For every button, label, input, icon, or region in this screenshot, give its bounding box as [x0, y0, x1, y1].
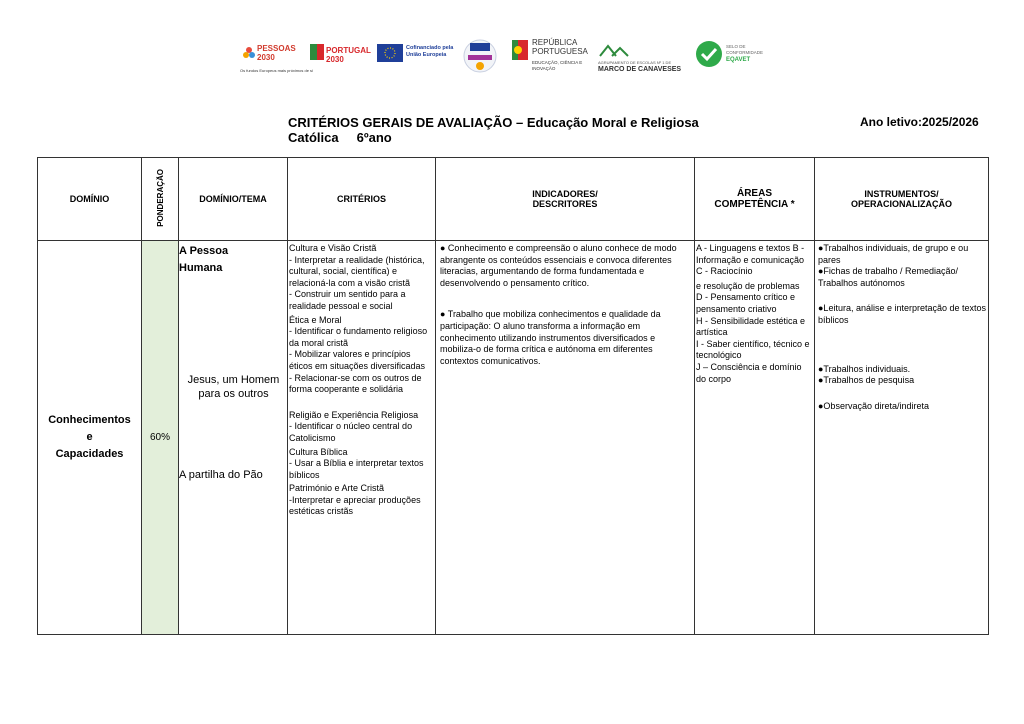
header-indicadores	[436, 158, 695, 241]
indicador-item: ● Conhecimento e compreensão o aluno conhece de modo abrangente os conteúdos essenciais e convoca diferentes literacias, argumentando de forma fundamentada e desenvolvendo o pensamento crítico.	[440, 243, 677, 288]
area-item: e resolução de problemas	[696, 280, 800, 291]
portugal-text: PORTUGAL 2030	[326, 46, 371, 64]
criterio-item: Património e Arte Cristã	[289, 483, 385, 494]
criterio-item: Cultura e Visão Cristã	[289, 243, 377, 253]
header-row	[38, 158, 989, 241]
header-areas	[695, 158, 815, 241]
area-item: D - Pensamento crítico e pensamento criativo	[696, 292, 796, 314]
area-item: C - Raciocínio	[696, 266, 753, 277]
marco-text: MARCO DE CANAVESES	[598, 66, 682, 73]
area-item: I - Saber científico, técnico e tecnológico	[696, 338, 810, 361]
tema-partilha: A partilha do Pão	[179, 469, 263, 481]
criterio-item: - Relacionar-se com os outros de forma cooperante e solidária	[289, 372, 422, 395]
criterios-list	[288, 241, 435, 518]
instrumento-item: ●Leitura, análise e interpretação de textos bíblicos	[818, 303, 987, 325]
instrumento-item: ●Trabalhos de pesquisa	[818, 375, 915, 386]
instrumento-item: ●Trabalhos individuais.	[818, 363, 911, 374]
agrupamento-text: AGRUPAMENTO DE ESCOLAS Nº 1 DE	[598, 60, 672, 65]
selo-text: SELO DE CONFORMIDADE	[726, 44, 763, 55]
criteria-table	[37, 157, 989, 635]
instrumento-item: ●Trabalhos individuais, de grupo e ou pares	[818, 243, 969, 265]
ano-letivo: Ano letivo:2025/2026	[860, 115, 979, 129]
header-instrumentos	[815, 158, 989, 241]
areas-line-1: ÁREAS	[736, 188, 772, 199]
tema-line: para os outros	[198, 388, 269, 400]
instrumento-item: ●Observação direta/indireta	[818, 400, 929, 411]
cell-criterios	[288, 241, 436, 635]
indicadores-list	[436, 241, 694, 367]
tema-pessoa-humana	[179, 243, 228, 277]
eu-text: Cofinanciado pela União Europeia	[406, 45, 454, 58]
indicadores-line-1: INDICADORES/	[532, 189, 598, 199]
criterio-item: Ética e Moral	[289, 314, 342, 325]
title-line-1: CRITÉRIOS GERAIS DE AVALIAÇÃO – Educação Moral e Religiosa	[288, 115, 699, 130]
criterio-item: - Identificar o núcleo central do Catolicismo	[289, 421, 413, 443]
republica-text: REPÚBLICA PORTUGUESA	[532, 38, 588, 56]
cell-temas	[179, 241, 288, 635]
criterio-item: Cultura Bíblica	[289, 446, 348, 457]
criterio-item: Religião e Experiência Religiosa	[289, 409, 419, 420]
cell-ponderacao	[142, 241, 179, 635]
portugal-mark-icon	[310, 44, 324, 60]
indicador-item: ● Trabalho que mobiliza conhecimentos e qualidade da participação: O aluno transforma a informação em conhecimento utilizando instrumentos diversificados e mobiliza-o de forma crítica e autónoma em diferentes contextos comunicativos.	[440, 309, 661, 366]
dominio-line-1: Conhecimentos	[48, 414, 131, 426]
criterio-item: - Construir um sentido para a realidade pessoal e social	[289, 289, 406, 311]
area-item: H - Sensibilidade estética e artística	[696, 315, 806, 338]
dominio-line-3: Capacidades	[55, 448, 124, 460]
tema-line: A Pessoa	[179, 245, 229, 257]
instrumentos-line-1: INSTRUMENTOS/	[864, 189, 939, 199]
areas-list	[695, 241, 814, 385]
instrumentos-line-2: OPERACIONALIZAÇÃO	[851, 199, 952, 209]
flower-icon	[242, 46, 256, 60]
page-title	[288, 115, 699, 145]
cell-instrumentos	[815, 241, 989, 635]
cell-dominio	[38, 241, 142, 635]
badge-icon	[462, 38, 498, 74]
eqavet-text: EQAVET	[726, 57, 751, 63]
dominio-line-2: e	[86, 431, 93, 443]
ponderacao-value: 60%	[149, 432, 170, 443]
indicadores-line-2: DESCRITORES	[532, 199, 598, 209]
instrumentos-list	[815, 241, 988, 412]
tema-line: Jesus, um Homem	[187, 374, 280, 386]
criterio-item: - Mobilizar valores e princípios éticos em situações diversificadas	[289, 349, 426, 371]
agrupamento-mark-icon	[598, 44, 688, 58]
tema-line: Humana	[179, 262, 223, 274]
header-dominio-tema: DOMÍNIO/TEMA	[179, 158, 288, 241]
tema-jesus	[179, 373, 288, 401]
estrategia-badge	[462, 38, 498, 74]
criterio-item: - Identificar o fundamento religioso da moral cristã	[289, 326, 428, 348]
header-criterios: CRITÉRIOS	[288, 158, 436, 241]
pessoas-sub: Os fundos Europeus mais próximos de si	[240, 68, 313, 73]
area-item: A - Linguagens e textos B - Informação e comunicação	[696, 243, 805, 265]
eu-flag-icon	[377, 44, 403, 62]
area-item: J – Consciência e domínio do corpo	[696, 361, 802, 384]
cell-indicadores	[436, 241, 695, 635]
header-dominio: DOMÍNIO	[38, 158, 142, 241]
logos-bar	[240, 38, 780, 78]
republica-sub: EDUCAÇÃO, CIÊNCIA E INOVAÇÃO	[532, 60, 583, 71]
checkmark-icon	[695, 40, 723, 68]
instrumento-item: ●Fichas de trabalho / Remediação/ Trabalhos autónomos	[818, 266, 959, 288]
criterio-item: -Interpretar e apreciar produções estéticas cristãs	[289, 494, 421, 517]
pessoas-text: PESSOAS 2030	[257, 44, 296, 62]
cell-areas	[695, 241, 815, 635]
criterio-item: - Usar a Bíblia e interpretar textos bíblicos	[289, 458, 424, 480]
criterio-item: - Interpretar a realidade (histórica, cultural, social, científica) e relacioná-la com a visão cristã	[289, 254, 425, 288]
areas-line-2: COMPETÊNCIA *	[714, 199, 795, 210]
republica-mark-icon	[512, 40, 528, 60]
title-line-2: Católica 6ºano	[288, 130, 392, 145]
content-row	[38, 241, 989, 635]
header-ponderacao	[142, 158, 179, 241]
ponderacao-label: PONDERAÇÃO	[155, 169, 165, 227]
